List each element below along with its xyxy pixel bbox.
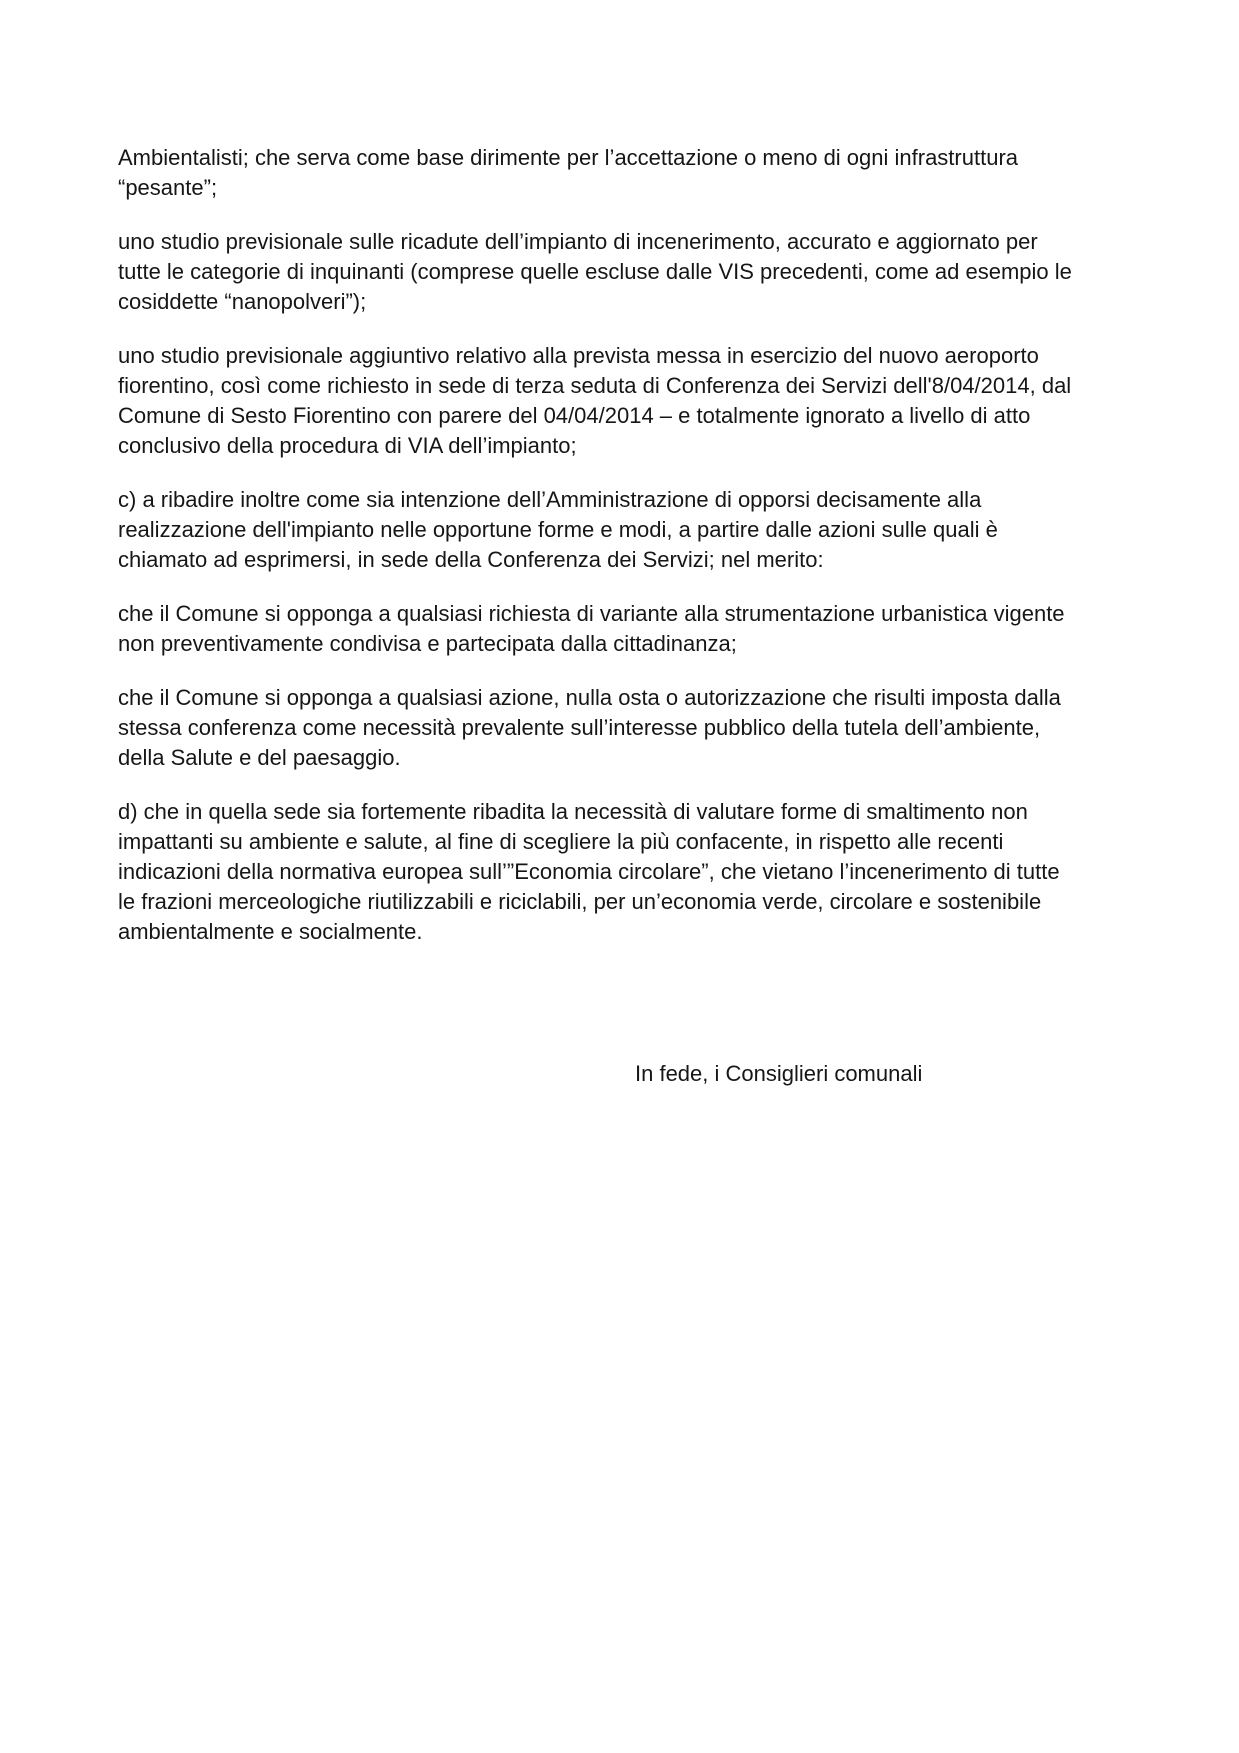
text-line: non preventivamente condivisa e partecipata dalla cittadinanza; <box>118 631 737 656</box>
text-line: c) a ribadire inoltre come sia intenzione dell’Amministrazione di opporsi decisamente alla <box>118 487 982 512</box>
text-line: ambientalmente e socialmente. <box>118 919 423 944</box>
document-body <box>118 143 1178 1089</box>
paragraph <box>118 797 1178 947</box>
text-line: che il Comune si opponga a qualsiasi azione, nulla osta o autorizzazione che risulti imposta dalla <box>118 685 1061 710</box>
text-line: le frazioni merceologiche riutilizzabili e riciclabili, per un’economia verde, circolare e sostenibile <box>118 889 1042 914</box>
text-line: che il Comune si opponga a qualsiasi richiesta di variante alla strumentazione urbanistica vigente <box>118 601 1065 626</box>
text-line: fiorentino, così come richiesto in sede di terza seduta di Conferenza dei Servizi dell'8/04/2014, dal <box>118 373 1072 398</box>
text-line: “pesante”; <box>118 175 218 200</box>
text-line: realizzazione dell'impianto nelle opportune forme e modi, a partire dalle azioni sulle quali è <box>118 517 998 542</box>
text-line: uno studio previsionale aggiuntivo relativo alla prevista messa in esercizio del nuovo aeroporto <box>118 343 1039 368</box>
text-line: della Salute e del paesaggio. <box>118 745 401 770</box>
paragraph <box>118 485 1178 575</box>
paragraph <box>118 227 1178 317</box>
paragraph <box>118 341 1178 461</box>
text-line: cosiddette “nanopolveri”); <box>118 289 367 314</box>
text-line: Comune di Sesto Fiorentino con parere del 04/04/2014 – e totalmente ignorato a livello di atto <box>118 403 1031 428</box>
text-line: conclusivo della procedura di VIA dell’impianto; <box>118 433 577 458</box>
text-line: stessa conferenza come necessità prevalente sull’interesse pubblico della tutela dell’ambiente, <box>118 715 1041 740</box>
text-line: indicazioni della normativa europea sull’”Economia circolare”, che vietano l’incenerimento di tutte <box>118 859 1060 884</box>
text-line: d) che in quella sede sia fortemente ribadita la necessità di valutare forme di smaltimento non <box>118 799 1028 824</box>
paragraph <box>118 143 1178 203</box>
paragraphs-container <box>118 143 1178 947</box>
signature-line: In fede, i Consiglieri comunali <box>635 1061 923 1086</box>
paragraph <box>118 683 1178 773</box>
text-line: chiamato ad esprimersi, in sede della Conferenza dei Servizi; nel merito: <box>118 547 824 572</box>
text-line: tutte le categorie di inquinanti (comprese quelle escluse dalle VIS precedenti, come ad esempio le <box>118 259 1072 284</box>
paragraph <box>118 599 1178 659</box>
text-line: Ambientalisti; che serva come base dirimente per l’accettazione o meno di ogni infrastruttura <box>118 145 1019 170</box>
text-line: impattanti su ambiente e salute, al fine di scegliere la più confacente, in rispetto alle recenti <box>118 829 1004 854</box>
text-line: uno studio previsionale sulle ricadute dell’impianto di incenerimento, accurato e aggiornato per <box>118 229 1038 254</box>
